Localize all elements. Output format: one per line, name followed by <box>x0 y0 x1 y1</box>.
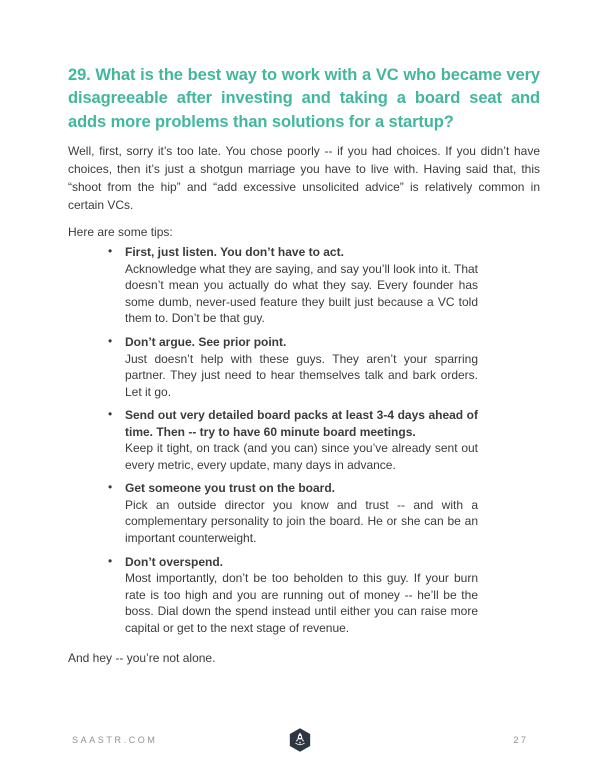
tip-body: Pick an outside director you know and trust -- and with a complementary personality to join the board. He or she can be an important counterweight. <box>125 497 478 546</box>
tip-item <box>68 244 478 327</box>
tips-intro-line: Here are some tips: <box>68 225 173 240</box>
tip-body: Just doesn’t help with these guys. They aren’t your sparring partner. They just need to hear themselves talk and bark orders. Let it go. <box>125 351 478 399</box>
tip-title: • Don’t argue. See prior point. <box>125 335 287 349</box>
site-url: SAASTR.COM <box>72 735 158 745</box>
tip-body: Acknowledge what they are saying, and say you’ll look into it. That doesn’t mean you actually do what they say. Every founder has some dumb, never-used feature they built just because a VC told them to. Don’t be that guy. <box>125 261 478 326</box>
question-heading: 29. What is the best way to work with a VC who became very disagreeable after investing and taking a board seat and adds more problems than solutions for a startup? <box>68 66 540 131</box>
tip-title: • Get someone you trust on the board. <box>125 481 336 496</box>
tip-item <box>68 407 478 473</box>
tip-body: Keep it tight, on track (and you can) since you’ve already sent out every metric, every update, many days in advance. <box>125 441 478 472</box>
tip-item <box>68 480 478 546</box>
tip-title: • First, just listen. You don’t have to act. <box>125 245 344 260</box>
tip-item <box>68 334 478 400</box>
page-number: 27 <box>513 734 528 746</box>
tips-list <box>68 244 540 636</box>
tip-title: • Don’t overspend. <box>125 554 224 569</box>
closing-paragraph: And hey -- you’re not alone. <box>68 651 216 666</box>
tip-body: Most importantly, don’t be too beholden to this guy. If your burn rate is too high and you are running out of money -- he’ll be the boss. Dial down the spend instead until either you can raise more capital or get to the next stage of revenue. <box>125 571 478 635</box>
saastr-logo-icon <box>289 727 312 753</box>
page-footer <box>72 726 528 754</box>
tip-item <box>68 554 478 637</box>
intro-paragraph: Well, first, sorry it’s too late. You chose poorly -- if you had choices. If you didn’t have choices, then it’s just a shotgun marriage you have to live with. Having said that, this “shoot from the hip” and “add excessive unsolicited advice” is relatively common in certain VCs. <box>68 144 540 213</box>
tip-title: • Send out very detailed board packs at least 3-4 days ahead of time. Then -- try to have 60 minute board meetings. <box>125 408 478 439</box>
